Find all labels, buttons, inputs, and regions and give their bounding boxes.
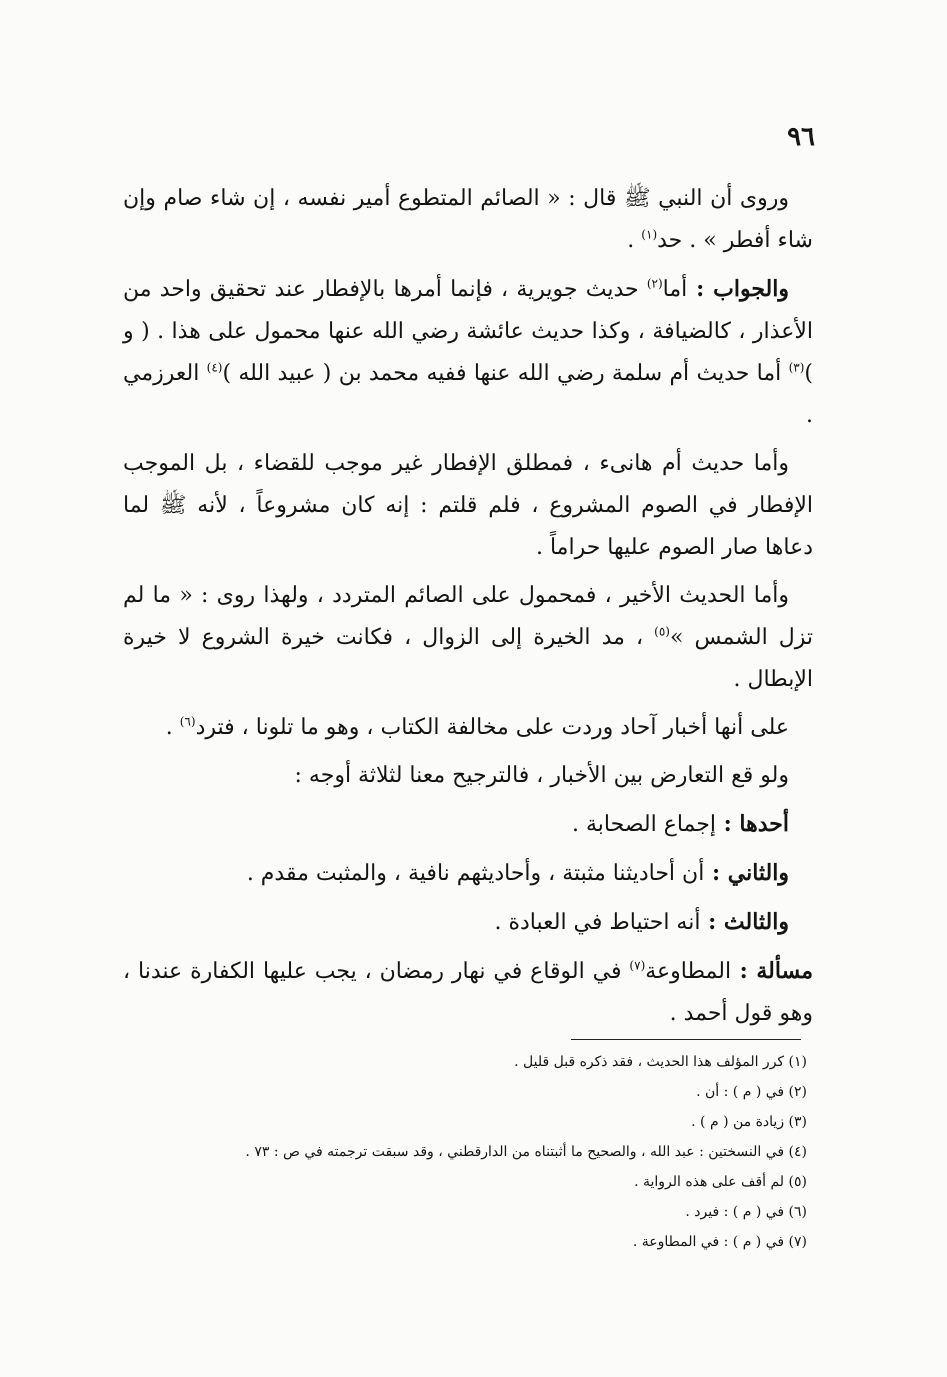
paragraph-lead: والثالث : [700,909,789,935]
paragraph-text: . [165,715,180,740]
footnote: (٤) في النسختين : عبد الله ، والصحيح ما أثبتناه من الدارقطني ، وقد سبقت ترجمته في ص : ٧٣ . [245,1144,807,1160]
footnote-divider [571,1039,801,1040]
paragraph-answer [123,268,813,437]
paragraph-text: ولو قع التعارض بين الأخبار ، فالترجيح معنا لثلاثة أوجه : [294,763,789,788]
paragraph-third [123,901,813,944]
footnote-ref: (٥) [654,624,670,639]
paragraph-text: أنه احتياط في العبادة . [494,910,701,935]
footnote-ref: (٣) [788,360,805,375]
footnote: (٧) في ( م ) : في المطاوعة . [632,1234,807,1250]
paragraph-second [123,852,813,895]
paragraph-first [123,803,813,846]
paragraph-text: على أنها أخبار آحاد وردت على مخالفة الكتاب ، وهو ما تلونا ، فترد [195,715,789,740]
paragraph-lead: والجواب : [687,276,789,302]
paragraph-text: المطاوعة [645,959,732,984]
paragraph-lead: أحدها : [715,811,789,837]
paragraph-text: أن أحاديثنا مثبتة ، وأحاديثهم نافية ، والمثبت مقدم . [246,861,705,886]
paragraph-text: إجماع الصحابة . [572,812,716,837]
paragraph-hadith [123,178,813,262]
main-text [123,178,813,1041]
footnote: (٦) في ( م ) : فيرد . [685,1204,807,1220]
footnote-ref: (١) [641,227,658,242]
paragraph-text: أما [662,277,688,302]
paragraph-text: وروى أن النبي ﷺ قال : « الصائم المتطوع أمير نفسه ، إن شاء صام وإن شاء أفطر » . حد [123,186,813,253]
paragraph-text: وأما الحديث الأخير ، فمحمول على الصائم المتردد ، ولهذا روى : « ما لم تزل الشمس » [123,583,814,650]
paragraph-umm-hani [123,443,813,569]
paragraph-text: . [627,228,642,253]
paragraph-last-hadith [123,575,813,701]
footnote: (٥) لم أقف على هذه الرواية . [634,1174,807,1190]
paragraph-lead: مسألة : [731,958,814,984]
footnote: (١) كرر المؤلف هذا الحديث ، فقد ذكره قبل قليل . [514,1054,807,1070]
paragraph-text: العرزمي . [123,361,813,428]
page-number: ٩٦ [787,122,815,152]
paragraph-masala [123,950,813,1035]
paragraph-lead: والثاني : [704,860,789,886]
paragraph-ahad [123,707,813,749]
paragraph-conflict [123,755,813,797]
paragraph-text: ، مد الخيرة إلى الزوال ، فكانت خيرة الشروع لا خيرة الإبطال . [123,625,813,692]
footnote-ref: (٦) [179,714,196,729]
paragraph-text: أما حديث أم سلمة رضي الله عنها ففيه محمد بن ( عبيد الله ) [222,361,789,386]
paragraph-text: حديث جويرية ، فإنما أمرها بالإفطار عند تحقيق واحد من الأعذار ، كالضيافة ، وكذا حديث عائشة رضي الله عنها محمول على هذا . ( و ) [123,277,813,386]
paragraph-text: وأما حديث أم هانىء ، فمطلق الإفطار غير موجب للقضاء ، بل الموجب الإفطار في الصوم المشروع ، فلم قلتم : إنه كان مشروعاً ، لأنه ﷺ لما دعاها صار الصوم عليها حراماً . [123,451,813,560]
footnote-ref: (٧) [629,958,646,973]
footnote: (٣) زيادة من ( م ) . [691,1114,807,1130]
footnote: (٢) في ( م ) : أن . [696,1084,807,1100]
footnote-ref: (٤) [206,360,223,375]
paragraph-text: في الوقاع في نهار رمضان ، يجب عليها الكفارة عندنا ، وهو قول أحمد . [123,959,813,1026]
footnote-ref: (٢) [646,276,663,291]
footnotes [207,1047,807,1257]
